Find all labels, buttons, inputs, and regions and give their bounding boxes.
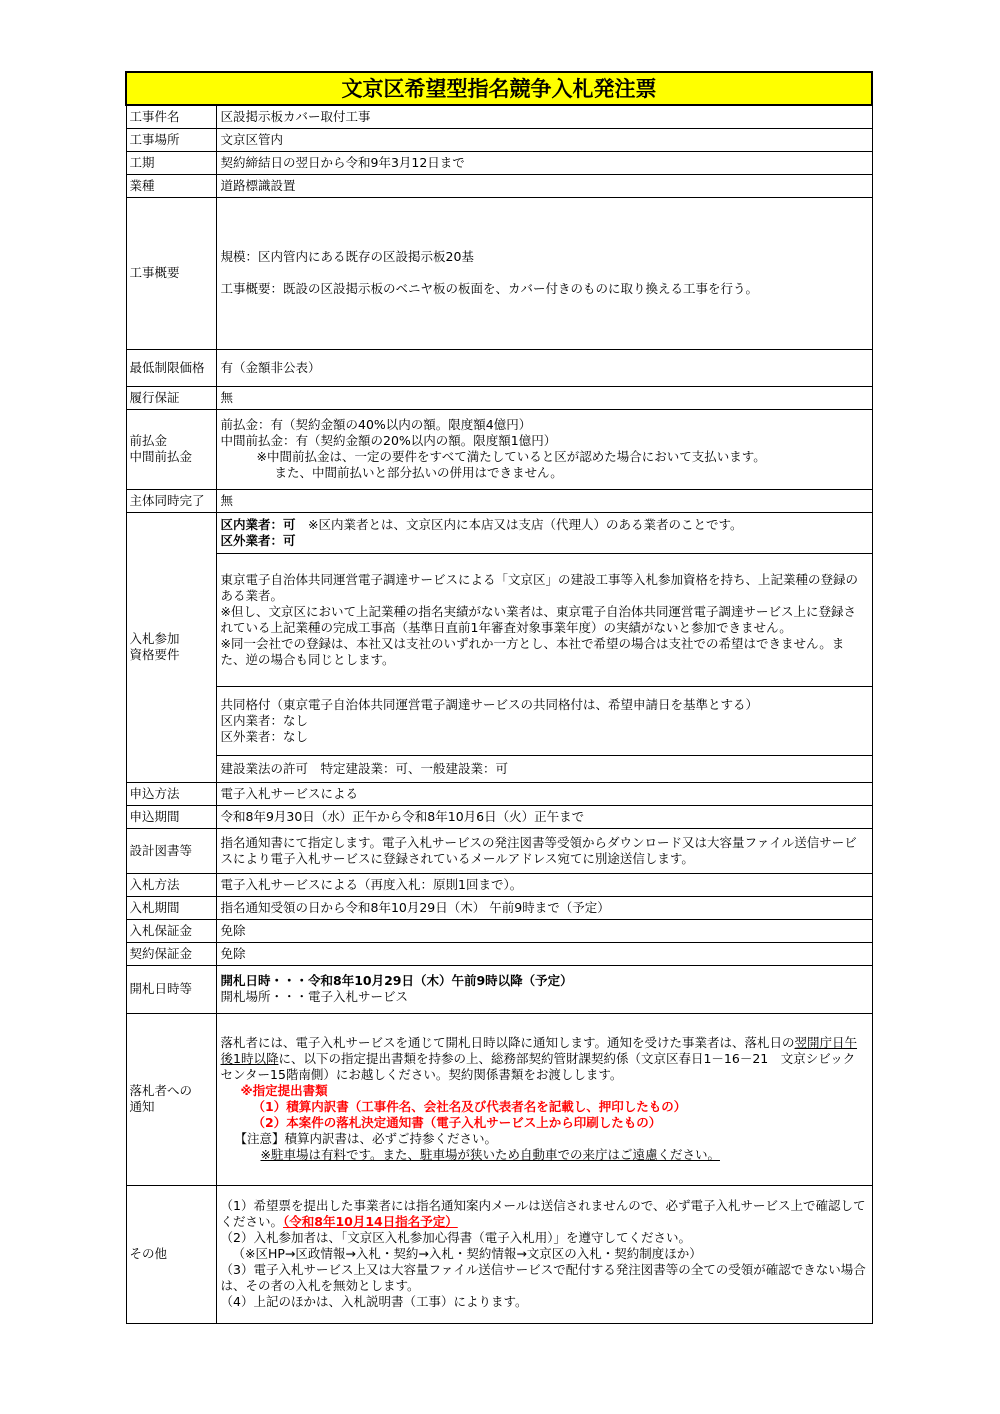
row-sonota [126,1185,872,1323]
label-sanka: 入札参加 資格要件 [126,512,216,782]
order-sheet-table [125,71,873,1324]
value-rikou: 無 [216,386,872,409]
sanka-area: 区内業者：可 ※区内業者とは、文京区内に本店又は支店（代理人）のある業者のことです。 区外業者：可 [216,512,872,553]
label-maebarai: 前払金 中間前払金 [126,409,216,489]
sanka-kyoudou: 共同格付（東京電子自治体共同運営電子調達サービスの共同格付は、希望申請日を基準とする） 区内業者：なし 区外業者：なし [216,686,872,755]
value-nyusatsu-houhou: 電子入札サービスによる（再度入札：原則1回まで）。 [216,873,872,896]
label-shutai: 主体同時完了 [126,489,216,512]
row-nyusatsu-kikan [126,896,872,919]
label-kaisatsu: 開札日時等 [126,965,216,1013]
label-sekkei: 設計図書等 [126,828,216,873]
value-sekkei: 指名通知書にて指定します。電子入札サービスの発注図書等受領からダウンロード又は大容量ファイル送信サービスにより電子入札サービスに登録されているメールアドレス宛てに別途送信します。 [216,828,872,873]
chui-note: 【注意】積算内訳書は、必ずご持参ください。 [234,1131,498,1146]
gaiyou-summary: 工事概要：既設の区設掲示板のベニヤ板の板面を、カバー付きのものに取り換える工事を行う。 [220,281,759,296]
value-kouki: 契約締結日の翌日から令和9年3月12日まで [216,151,872,174]
row-sekkei [126,828,872,873]
row-kouji-basho [126,128,872,151]
value-kaisatsu: 開札日時・・・令和8年10月29日（木）午前9時以降（予定） 開札場所・・・電子入札サービス [216,965,872,1013]
value-keiyaku-hoshou: 免除 [216,942,872,965]
row-kouki [126,151,872,174]
row-maebarai [126,409,872,489]
label-nyusatsu-hoshou: 入札保証金 [126,919,216,942]
sanka-kensetsu: 建設業法の許可 特定建設業：可、一般建設業：可 [216,755,872,782]
label-kouji-kenmei: 工事件名 [126,105,216,128]
document-title: 文京区希望型指名競争入札発注票 [126,72,872,105]
label-nyusatsu-kikan: 入札期間 [126,896,216,919]
value-maebarai: 前払金：有（契約金額の40%以内の額。限度額4億円） 中間前払金：有（契約金額の20%以内の額。限度額1億円） ※中間前払金は、一定の要件をすべて満たしていると区が認めた場合において支払います。 また、中間前払いと部分払いの併用はできません。 [216,409,872,489]
shitei-heading: ※指定提出書類 [240,1083,328,1098]
row-kaisatsu [126,965,872,1013]
value-saitei: 有（金額非公表） [216,349,872,386]
value-sonota: （1）希望票を提出した事業者には指名通知案内メールは送信されませんので、必ず電子入札サービス上で確認してください。（令和8年10月14日指名予定） （2）入札参加者は、「文京区入札参加心得書（電子入札用）」を遵守してください。 （※区HP→区政情報→入札・契約→入札・契約情報→文京区の入札・契約制度ほか） （3）電子入札サービス上又は大容量ファイル送信サービスで配付する発注図書等の全ての受領が確認できない場合は、その者の入札を無効とします。 （4）上記のほかは、入札説明書（工事）によります。 [216,1185,872,1323]
label-keiyaku-hoshou: 契約保証金 [126,942,216,965]
value-shutai: 無 [216,489,872,512]
parking-note: ※駐車場は有料です。また、駐車場が狭いため自動車での来庁はご遠慮ください。 [260,1147,720,1162]
sanka-qualification: 東京電子自治体共同運営電子調達サービスによる「文京区」の建設工事等入札参加資格を持ち、上記業種の登録のある業者。 ※但し、文京区において上記業種の指名実績がない業者は、東京電子自治体共同運営電子調達サービス上に登録されている上記業種の完成工事高（基準日直前1年審査対象事業年度）の実績がないと参加できません。 ※同一会社での登録は、本社又は支社のいずれか一方とし、本社で希望の場合は支社での希望はできません。また、逆の場合も同じとします。 [216,553,872,686]
value-nyusatsu-hoshou: 免除 [216,919,872,942]
value-gaiyou [216,197,872,349]
value-kouji-kenmei: 区設掲示板カバー取付工事 [216,105,872,128]
label-saitei: 最低制限価格 [126,349,216,386]
row-keiyaku-hoshou [126,942,872,965]
value-kouji-basho: 文京区管内 [216,128,872,151]
row-nyusatsu-houhou [126,873,872,896]
value-gyoushu: 道路標識設置 [216,174,872,197]
label-rikou: 履行保証 [126,386,216,409]
row-saitei [126,349,872,386]
label-gaiyou: 工事概要 [126,197,216,349]
row-nyusatsu-hoshou [126,919,872,942]
label-nyusatsu-houhou: 入札方法 [126,873,216,896]
value-rakusatsu: 落札者には、電子入札サービスを通じて開札日時以降に通知します。通知を受けた事業者は、落札日の翌開庁日午後1時以降に、以下の指定提出書類を持参の上、総務部契約管財課契約係（文京区春日1－16－21 文京シビックセンター15階南側）にお越しください。契約関係書類をお渡しします。 ※指定提出書類 （1）積算内訳書（工事件名、会社名及び代表者名を記載し、押印したもの） （2）本案件の落札決定通知書（電子入札サービス上から印刷したもの） 【注意】積算内訳書は、必ずご持参ください。 ※駐車場は有料です。また、駐車場が狭いため自動車での来庁はご遠慮ください。 [216,1013,872,1185]
label-gyoushu: 業種 [126,174,216,197]
value-moushikomi-kikan: 令和8年9月30日（水）正午から令和8年10月6日（火）正午まで [216,805,872,828]
row-moushikomi-houhou [126,782,872,805]
label-kouji-basho: 工事場所 [126,128,216,151]
label-kouki: 工期 [126,151,216,174]
row-rikou [126,386,872,409]
rakusatsu-deadline: 翌開庁日午後1時以降 [220,1035,858,1066]
label-rakusatsu: 落札者への 通知 [126,1013,216,1185]
row-kouji-kenmei [126,105,872,128]
row-gyoushu [126,174,872,197]
label-sonota: その他 [126,1185,216,1323]
row-rakusatsu [126,1013,872,1185]
value-moushikomi-houhou: 電子入札サービスによる [216,782,872,805]
value-nyusatsu-kikan: 指名通知受領の日から令和8年10月29日（木） 午前9時まで（予定） [216,896,872,919]
shitei-item-1: （1）積算内訳書（工事件名、会社名及び代表者名を記載し、押印したもの） [252,1099,687,1114]
shitei-item-2: （2）本案件の落札決定通知書（電子入札サービス上から印刷したもの） [252,1115,662,1130]
gaiyou-scale: 規模：区内管内にある既存の区設掲示板20基 [220,249,474,264]
row-shutai [126,489,872,512]
shimei-yotei: （令和8年10月14日指名予定） [283,1214,458,1229]
label-moushikomi-houhou: 申込方法 [126,782,216,805]
row-moushikomi-kikan [126,805,872,828]
row-sanka [126,512,872,553]
label-moushikomi-kikan: 申込期間 [126,805,216,828]
row-gaiyou [126,197,872,349]
